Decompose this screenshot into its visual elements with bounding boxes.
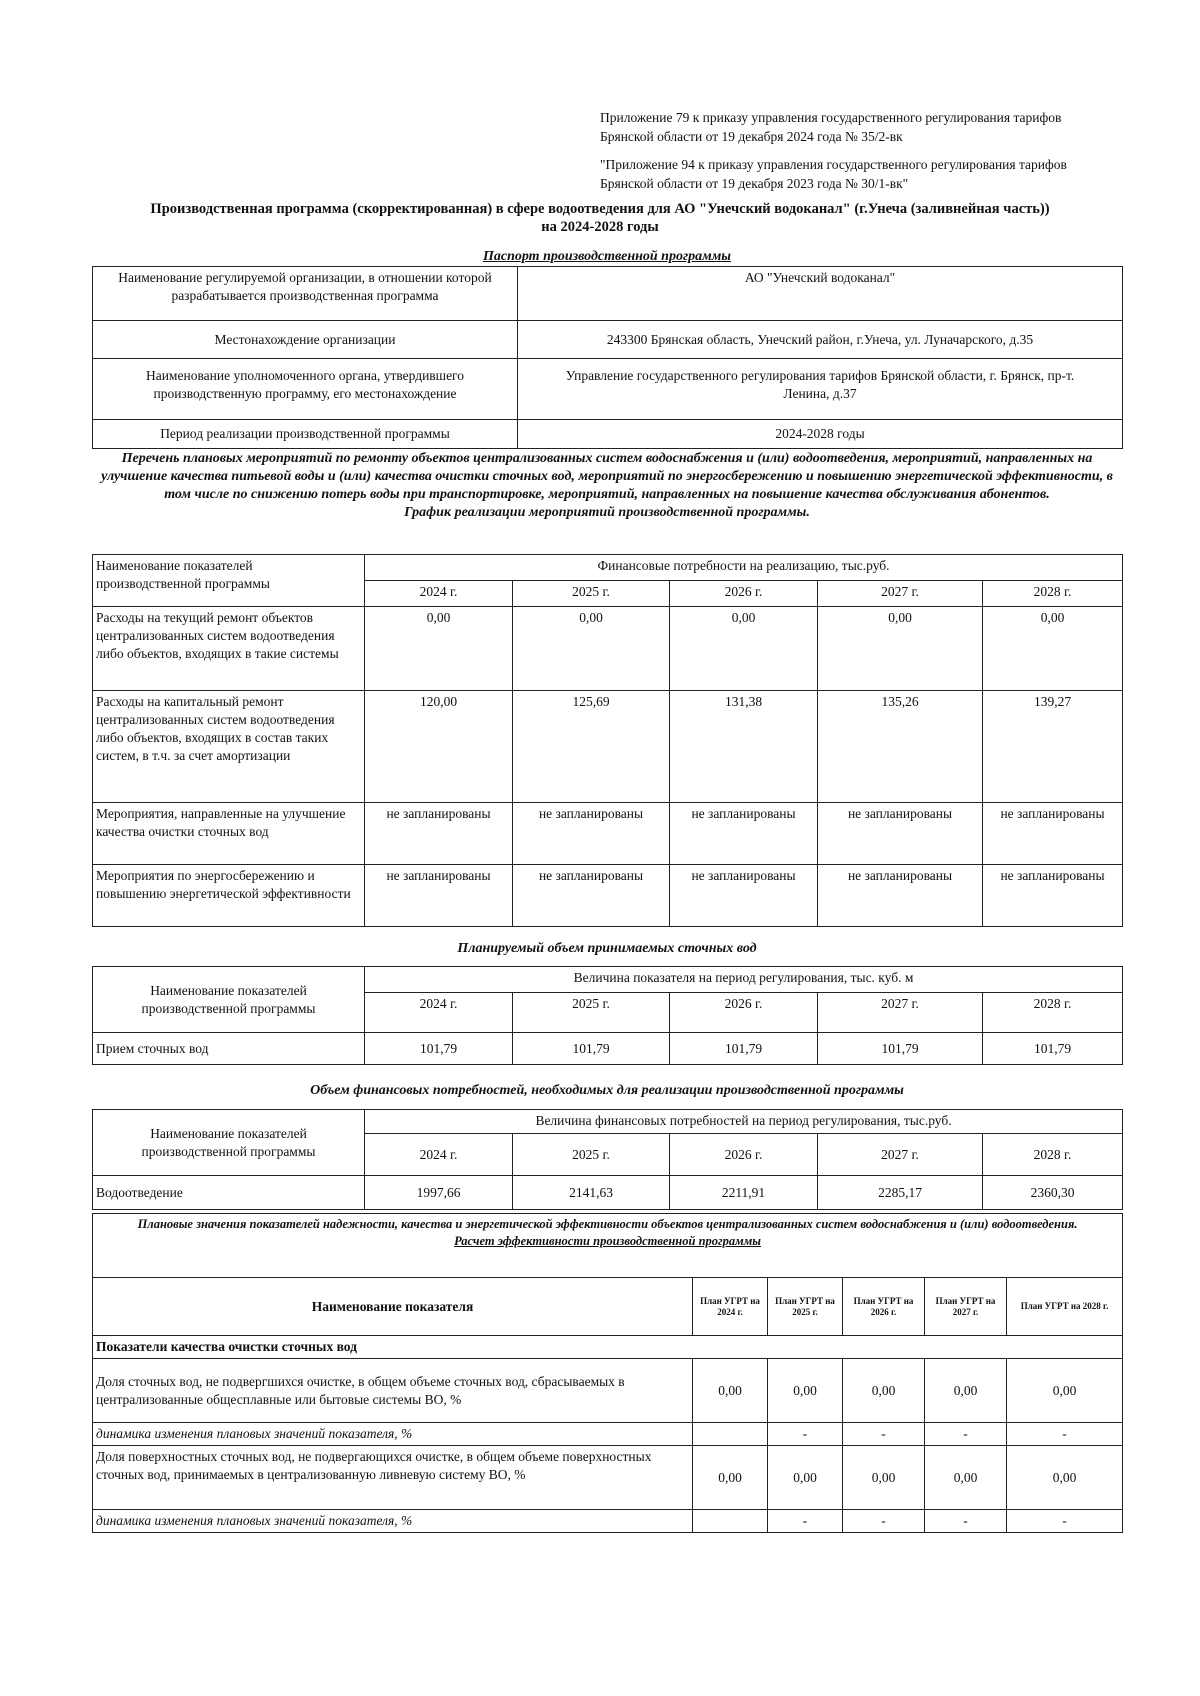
cell-value: 0,00 [693,1446,768,1510]
table-row [93,1423,1123,1446]
document-title [80,200,1120,236]
cell-value: - [925,1423,1007,1446]
passport-value: 2024-2028 годы [518,420,1123,449]
year-header: 2028 г. [983,1134,1123,1176]
indicators-table [92,1213,1123,1533]
cell-value: 2285,17 [818,1176,983,1210]
row-label: динамика изменения плановых значений показателя, % [93,1510,693,1533]
indicators-head-name: Наименование показателя [93,1278,693,1336]
cell-value: 2211,91 [670,1176,818,1210]
section-heading: Показатели качества очистки сточных вод [93,1336,1123,1359]
cell-value: - [925,1510,1007,1533]
cell-value: 101,79 [670,1033,818,1065]
cell-value: 0,00 [513,607,670,691]
cell-value: 0,00 [1007,1446,1123,1510]
cell-value: 139,27 [983,691,1123,803]
measures-schedule-caption: График реализации мероприятий производственной программы. [404,505,810,520]
cell-value: 125,69 [513,691,670,803]
cell-value: - [1007,1510,1123,1533]
cell-value: 0,00 [670,607,818,691]
cell-value [693,1423,768,1446]
passport-caption: Паспорт производственной программы [482,249,732,264]
cell-value: 1997,66 [365,1176,513,1210]
row-label: Расходы на текущий ремонт объектов централизованных систем водоотведения либо объектов, входящих в такие системы [93,607,365,691]
cell-value: 120,00 [365,691,513,803]
cell-value [693,1510,768,1533]
row-label: Расходы на капитальный ремонт централизованных систем водоотведения либо объектов, входящих в состав таких систем, в т.ч. за счет амортизации [93,691,365,803]
cell-value: 131,38 [670,691,818,803]
cell-value: 2360,30 [983,1176,1123,1210]
order-reference [600,108,1140,193]
row-label: Доля поверхностных сточных вод, не подвергающихся очистке, в общем объеме поверхностных сточных вод, принимаемых в централизованную ливневую систему ВО, % [93,1446,693,1510]
cell-value: не запланированы [818,803,983,865]
passport-row [93,420,1123,449]
volume-caption: Планируемый объем принимаемых сточных вод [457,941,757,956]
order-reference-line: "Приложение 94 к приказу управления государственного регулирования тарифов [600,157,1067,172]
cell-value: 0,00 [693,1359,768,1423]
table-row [93,607,1123,691]
row-label: Прием сточных вод [93,1033,365,1065]
volume-head-group: Величина показателя на период регулирования, тыс. куб. м [365,967,1123,993]
measures-head-name: Наименование показателей производственной программы [93,555,365,607]
cell-value: - [1007,1423,1123,1446]
row-label: Мероприятия, направленные на улучшение качества очистки сточных вод [93,803,365,865]
year-header: 2028 г. [983,581,1123,607]
year-header: 2027 г. [818,1134,983,1176]
row-label: динамика изменения плановых значений показателя, % [93,1423,693,1446]
year-header: 2024 г. [365,1134,513,1176]
passport-label: Период реализации производственной программы [93,420,518,449]
order-reference-line: Брянской области от 19 декабря 2023 года № 30/1-вк" [600,176,909,191]
finance-caption: Объем финансовых потребностей, необходимых для реализации производственной программы [310,1083,904,1098]
year-header: 2028 г. [983,993,1123,1033]
plan-column-header: План УГРТ на 2025 г. [768,1278,843,1336]
cell-value: 0,00 [925,1359,1007,1423]
finance-head-name: Наименование показателей производственной программы [93,1110,365,1176]
finance-head-group: Величина финансовых потребностей на период регулирования, тыс.руб. [365,1110,1123,1134]
cell-value: не запланированы [365,803,513,865]
measures-table [92,554,1123,927]
passport-value: 243300 Брянская область, Унечский район, г.Унеча, ул. Луначарского, д.35 [518,321,1123,359]
row-label: Водоотведение [93,1176,365,1210]
year-header: 2027 г. [818,581,983,607]
cell-value: не запланированы [983,803,1123,865]
plan-column-header: План УГРТ на 2028 г. [1007,1278,1123,1336]
plan-column-header: План УГРТ на 2026 г. [843,1278,925,1336]
cell-value: 0,00 [818,607,983,691]
year-header: 2025 г. [513,581,670,607]
cell-value: - [768,1423,843,1446]
indicators-caption [93,1214,1123,1278]
table-row [93,691,1123,803]
order-reference-line: Брянской области от 19 декабря 2024 года № 35/2-вк [600,129,903,144]
cell-value: 0,00 [843,1359,925,1423]
passport-label: Наименование регулируемой организации, в отношении которой разрабатывается производственная программа [93,267,518,321]
document-title-line: на 2024-2028 годы [541,219,659,235]
cell-value: не запланированы [983,865,1123,927]
document-title-line: Производственная программа (скорректированная) в сфере водоотведения для АО "Унечский водоканал" (г.Унеча (заливнейная часть)) [150,201,1050,217]
passport-label: Наименование уполномоченного органа, утвердившего производственную программу, его местонахождение [93,359,518,420]
table-row [93,1359,1123,1423]
cell-value: 0,00 [925,1446,1007,1510]
cell-value: 0,00 [1007,1359,1123,1423]
year-header: 2026 г. [670,993,818,1033]
cell-value: не запланированы [513,803,670,865]
cell-value: 0,00 [983,607,1123,691]
cell-value: 101,79 [513,1033,670,1065]
passport-row [93,359,1123,420]
cell-value: 101,79 [818,1033,983,1065]
volume-table [92,966,1123,1065]
cell-value: не запланированы [818,865,983,927]
measures-caption-text: Перечень плановых мероприятий по ремонту объектов централизованных систем водоснабжения и (или) водоотведения, мероприятий, направленных на улучшение качества питьевой воды и (или) качества очистки сточных вод, мероприятий по энергосбережению и повышению энергетической эффективности, в том числе по снижению потерь воды при транспортировке, мероприятий, направленных на повышение качества обслуживания абонентов. [101,451,1113,502]
measures-caption [92,450,1122,522]
cell-value: не запланированы [513,865,670,927]
cell-value: 101,79 [365,1033,513,1065]
cell-value: 0,00 [768,1446,843,1510]
table-row [93,803,1123,865]
cell-value: 0,00 [365,607,513,691]
passport-row [93,321,1123,359]
cell-value: 2141,63 [513,1176,670,1210]
table-row [93,1033,1123,1065]
passport-value: АО "Унечский водоканал" [518,267,1123,321]
row-label: Мероприятия по энергосбережению и повышению энергетической эффективности [93,865,365,927]
plan-column-header: План УГРТ на 2024 г. [693,1278,768,1336]
year-header: 2024 г. [365,993,513,1033]
passport-row [93,267,1123,321]
cell-value: - [843,1423,925,1446]
year-header: 2025 г. [513,993,670,1033]
row-label: Доля сточных вод, не подвергшихся очистке, в общем объеме сточных вод, сбрасываемых в централизованные общесплавные или бытовые системы ВО, % [93,1359,693,1423]
table-row [93,1446,1123,1510]
table-row [93,865,1123,927]
passport-value: Управление государственного регулирования тарифов Брянской области, г. Брянск, пр-т. Ленина, д.37 [518,359,1123,420]
order-reference-line: Приложение 79 к приказу управления государственного регулирования тарифов [600,110,1062,125]
cell-value: - [768,1510,843,1533]
passport-label: Местонахождение организации [93,321,518,359]
plan-column-header: План УГРТ на 2027 г. [925,1278,1007,1336]
cell-value: 135,26 [818,691,983,803]
cell-value: 0,00 [768,1359,843,1423]
finance-table [92,1109,1123,1210]
volume-head-name: Наименование показателей производственной программы [93,967,365,1033]
indicators-caption-text: Плановые значения показателей надежности, качества и энергетической эффективности объектов централизованных систем водоснабжения и (или) водоотведения. [137,1217,1078,1231]
passport-table [92,266,1123,449]
cell-value: не запланированы [670,865,818,927]
year-header: 2027 г. [818,993,983,1033]
table-row [93,1510,1123,1533]
cell-value: 0,00 [843,1446,925,1510]
year-header: 2024 г. [365,581,513,607]
cell-value: не запланированы [365,865,513,927]
cell-value: - [843,1510,925,1533]
efficiency-caption: Расчет эффективности производственной программы [454,1234,761,1248]
year-header: 2025 г. [513,1134,670,1176]
cell-value: 101,79 [983,1033,1123,1065]
cell-value: не запланированы [670,803,818,865]
table-row [93,1176,1123,1210]
year-header: 2026 г. [670,1134,818,1176]
year-header: 2026 г. [670,581,818,607]
measures-head-group: Финансовые потребности на реализацию, тыс.руб. [365,555,1123,581]
